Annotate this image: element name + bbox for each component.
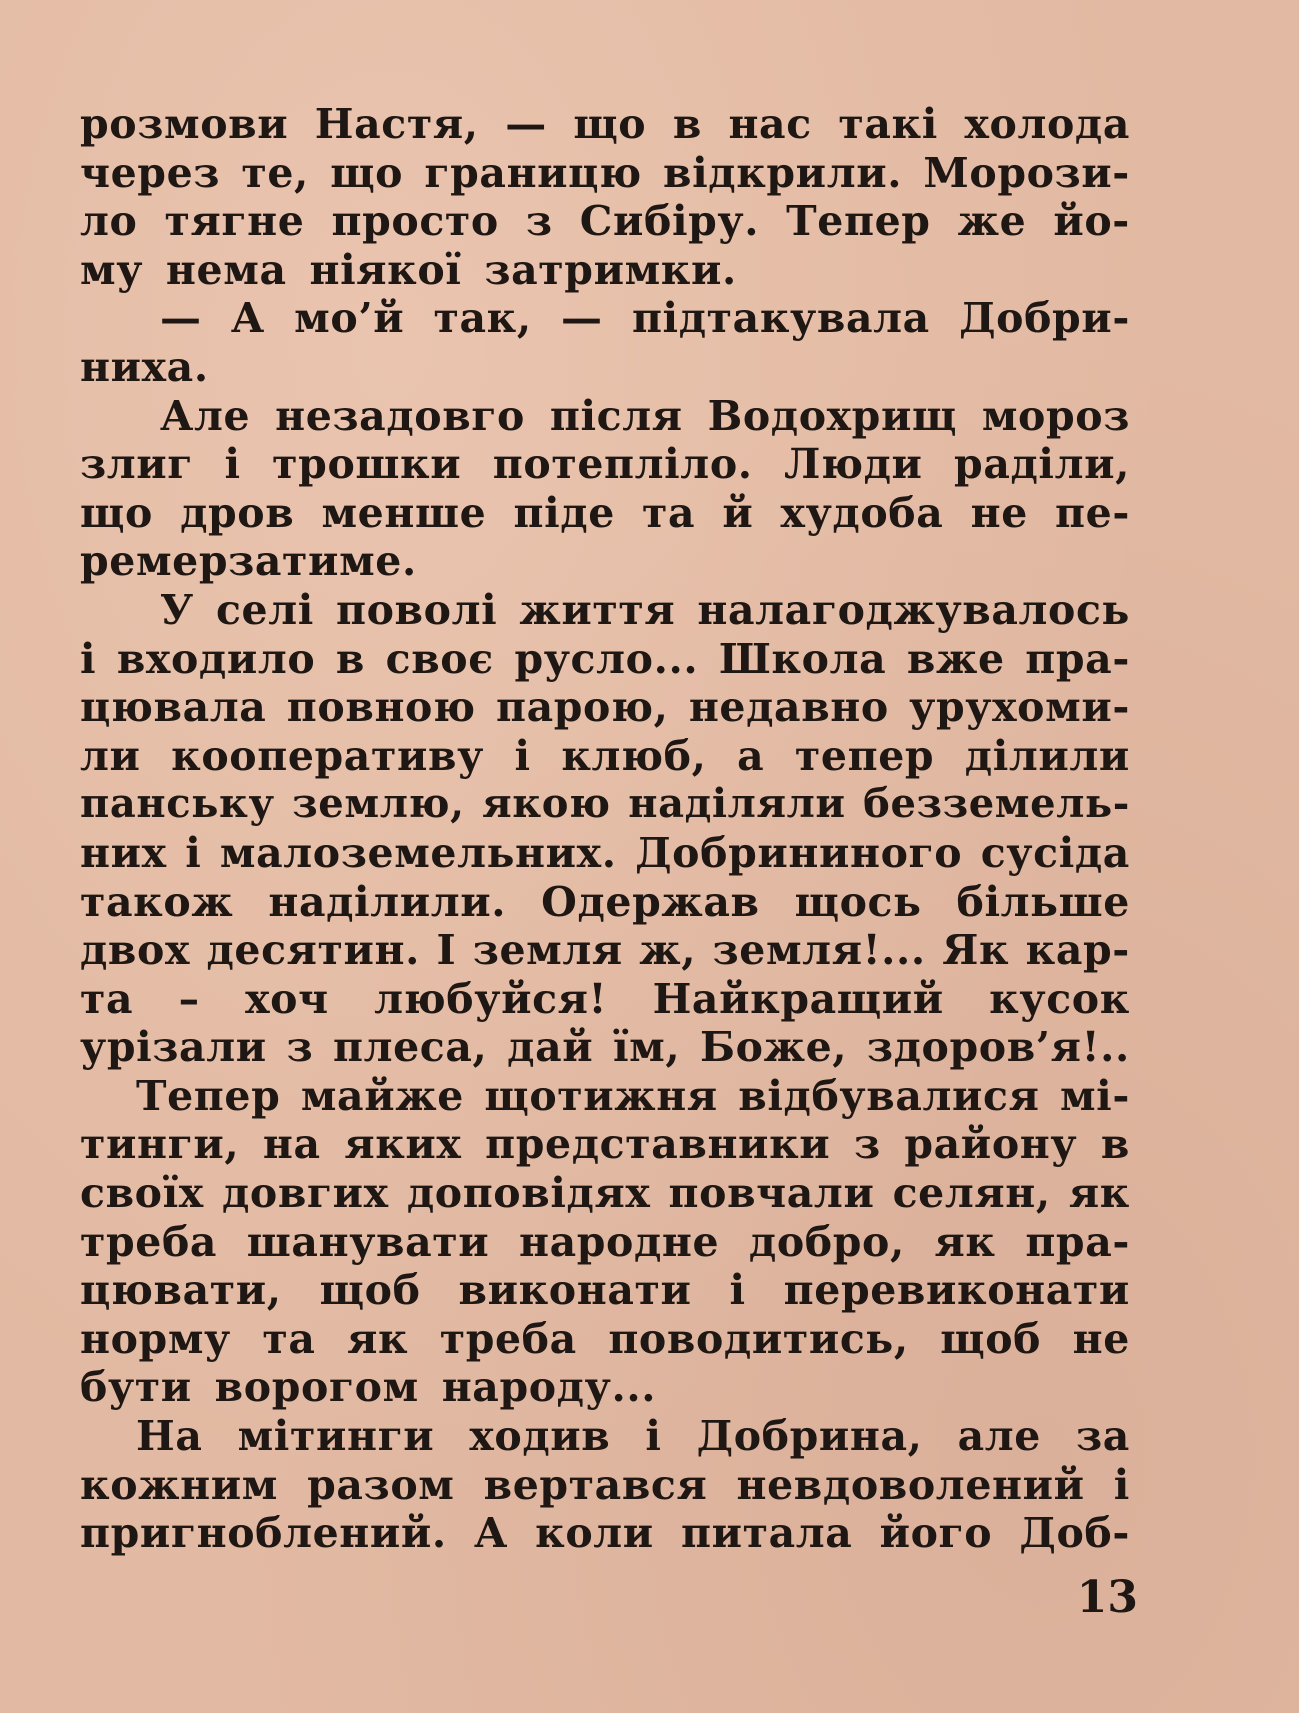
paragraph xyxy=(80,392,1130,586)
text-line: що дров менше піде та й худоба не пе- xyxy=(80,488,1130,537)
page-text xyxy=(80,100,1130,1558)
text-line: панську землю, якою наділяли безземель- xyxy=(80,780,1130,828)
text-line: цювати, щоб виконати і перевиконати xyxy=(80,1266,1130,1315)
paragraph xyxy=(80,1412,1130,1558)
text-line: них і малоземельних. Добрининого сусіда xyxy=(80,828,1130,877)
text-line: норму та як треба поводитись, щоб не xyxy=(80,1314,1130,1363)
text-line: цювала повною парою, недавно урухоми- xyxy=(80,683,1130,732)
text-line: ниха. xyxy=(80,342,209,391)
text-line: бути ворогом народу... xyxy=(80,1363,657,1412)
text-line: Тепер майже щотижня відбувалися мі- xyxy=(136,1071,1130,1120)
text-line: ло тягне просто з Сибіру. Тепер же йо- xyxy=(80,197,1130,246)
text-line: розмови Настя, — що в нас такі холода xyxy=(80,100,1130,148)
paragraph xyxy=(80,1072,1130,1412)
text-line: і входило в своє русло... Школа вже пра- xyxy=(80,634,1130,683)
text-line: — А мо’й так, — підтакувала Добри- xyxy=(160,294,1130,343)
text-line: тинги, на яких представники з району в xyxy=(80,1120,1130,1169)
text-line: ли кооперативу і клюб, а тепер ділили xyxy=(80,731,1130,780)
text-line: через те, що границю відкрили. Морози- xyxy=(80,148,1130,197)
text-line: У селі поволі життя налагоджувалось xyxy=(160,585,1130,634)
text-line: двох десятин. І земля ж, земля!... Як кар- xyxy=(80,926,1130,975)
text-line: му нема ніякої затримки. xyxy=(80,245,737,294)
text-line: треба шанувати народне добро, як пра- xyxy=(80,1217,1130,1266)
text-line: ремерзатиме. xyxy=(80,537,417,586)
text-line: та – хоч любуйся! Найкращий кусок xyxy=(80,974,1130,1023)
text-line: Але незадовго після Водохрищ мороз xyxy=(160,391,1130,440)
text-line: кожним разом вертався невдоволений і xyxy=(80,1460,1130,1509)
page-number: 13 xyxy=(1076,1572,1138,1623)
paragraph xyxy=(80,294,1130,391)
paragraph xyxy=(80,586,1130,1072)
text-line: своїх довгих доповідях повчали селян, як xyxy=(80,1169,1130,1218)
text-line: злиг і трошки потепліло. Люди раділи, xyxy=(80,440,1130,489)
text-line: На мітинги ходив і Добрина, але за xyxy=(136,1412,1130,1461)
text-line: також наділили. Одержав щось більше xyxy=(80,877,1130,926)
text-line: урізали з плеса, дай їм, Боже, здоров’я!.. xyxy=(80,1023,1130,1072)
paragraph xyxy=(80,100,1130,294)
text-line: пригноблений. А коли питала його Доб- xyxy=(80,1509,1130,1558)
